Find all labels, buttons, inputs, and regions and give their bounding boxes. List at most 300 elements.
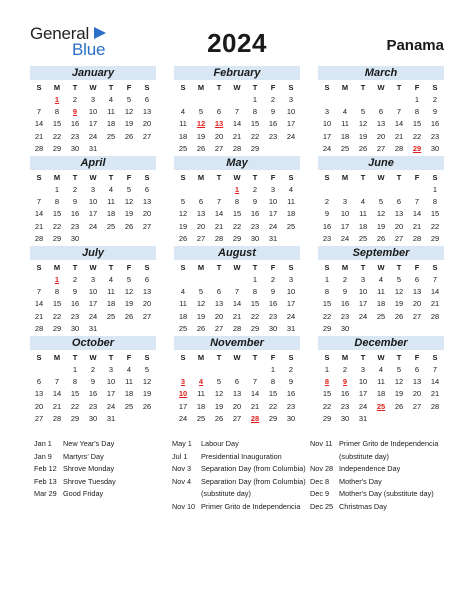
week-row <box>30 106 156 118</box>
day-cell: 29 <box>322 413 332 423</box>
day-cell: 7 <box>414 197 420 207</box>
weekday-label: M <box>341 83 349 92</box>
month-july <box>30 246 156 335</box>
day-cell: 1 <box>54 185 60 194</box>
day-cell: 18 <box>340 131 350 141</box>
day-cell: 29 <box>52 143 62 153</box>
day-cell <box>372 323 390 335</box>
holiday-column <box>34 438 116 501</box>
day-cell: 1 <box>432 185 438 194</box>
day-cell: 7 <box>432 365 438 374</box>
day-cell: 31 <box>358 413 368 423</box>
day-cell: 5 <box>396 365 402 374</box>
day-cell: 7 <box>252 377 258 387</box>
day-cell: 21 <box>232 131 242 141</box>
holiday-entry <box>310 463 438 476</box>
weekday-label: T <box>252 83 258 92</box>
day-cell: 5 <box>360 107 366 117</box>
weekday-label: S <box>288 83 294 92</box>
month-header: July <box>30 246 156 260</box>
holiday-entry <box>172 438 306 451</box>
day-cell <box>336 94 354 106</box>
day-cell: 7 <box>36 287 42 297</box>
day-cell: 14 <box>34 119 44 129</box>
day-cell <box>102 233 120 245</box>
weekday-header-row <box>174 82 300 94</box>
day-cell: 30 <box>268 323 278 333</box>
day-cell: 11 <box>377 377 385 387</box>
day-cell: 6 <box>414 365 420 374</box>
weekday-label: W <box>89 173 97 182</box>
day-cell: 23 <box>340 401 350 411</box>
day-cell: 6 <box>378 107 384 117</box>
day-cell: 2 <box>270 95 276 104</box>
day-cell: 9 <box>432 107 438 117</box>
day-cell: 15 <box>430 209 440 219</box>
holiday-day-cell: 4 <box>198 377 204 387</box>
weekday-label: W <box>233 263 241 272</box>
day-cell: 25 <box>124 401 134 411</box>
holiday-date: Dec 9 <box>310 489 330 498</box>
weekday-label: T <box>396 353 402 362</box>
weekday-label: M <box>197 263 205 272</box>
day-cell: 25 <box>340 143 350 153</box>
day-cell: 30 <box>430 143 440 153</box>
day-cell: 14 <box>232 299 242 309</box>
day-cell: 14 <box>232 119 242 129</box>
week-row <box>318 131 444 143</box>
day-cell: 25 <box>106 311 116 321</box>
day-cell: 18 <box>358 221 368 231</box>
day-cell: 13 <box>34 389 44 399</box>
day-cell: 15 <box>322 299 332 309</box>
holiday-column <box>172 438 306 513</box>
month-header: January <box>30 66 156 80</box>
month-header: June <box>318 156 444 170</box>
day-cell: 23 <box>88 401 98 411</box>
day-cell <box>102 323 120 335</box>
weekday-label: T <box>216 263 222 272</box>
day-cell <box>48 364 66 376</box>
holiday-name: Independence Day <box>339 464 401 473</box>
day-cell: 22 <box>412 131 422 141</box>
weekday-label: S <box>324 83 330 92</box>
day-cell: 6 <box>216 107 222 117</box>
day-cell: 29 <box>430 233 440 243</box>
day-cell: 27 <box>196 233 206 243</box>
day-cell: 16 <box>286 389 296 399</box>
day-cell: 22 <box>52 131 62 141</box>
day-cell: 17 <box>178 401 188 411</box>
day-cell: 19 <box>394 299 404 309</box>
day-cell: 25 <box>196 413 206 423</box>
month-header: April <box>30 156 156 170</box>
weekday-label: M <box>341 173 349 182</box>
day-cell <box>120 413 138 425</box>
weekday-header-row <box>30 262 156 274</box>
day-cell: 12 <box>394 377 404 387</box>
weekday-label: S <box>324 353 330 362</box>
day-cell: 29 <box>70 413 80 423</box>
month-february <box>174 66 300 155</box>
day-cell <box>282 143 300 155</box>
day-cell: 23 <box>286 401 296 411</box>
day-cell: 21 <box>52 401 62 411</box>
holiday-date: Nov 10 <box>172 501 196 511</box>
day-cell: 7 <box>432 275 438 284</box>
day-cell: 9 <box>270 287 276 297</box>
weekday-label: T <box>216 83 222 92</box>
weekday-label: T <box>360 263 366 272</box>
day-cell: 5 <box>126 185 132 194</box>
day-cell: 15 <box>232 209 242 219</box>
day-cell: 3 <box>288 95 294 104</box>
day-cell: 14 <box>430 377 440 387</box>
weekday-label: T <box>396 263 402 272</box>
day-cell: 5 <box>126 95 132 104</box>
brand-line2: Blue <box>72 40 106 59</box>
holiday-name: Mother's Day <box>339 476 382 486</box>
day-cell: 18 <box>178 311 188 321</box>
day-cell: 22 <box>52 311 62 321</box>
week-row <box>30 233 156 245</box>
month-april <box>30 156 156 245</box>
day-cell: 26 <box>178 233 188 243</box>
week-row <box>174 323 300 335</box>
day-cell: 5 <box>126 275 132 284</box>
day-cell <box>336 184 354 196</box>
day-cell: 16 <box>340 299 350 309</box>
day-cell: 24 <box>286 131 296 141</box>
weekday-label: F <box>270 263 276 272</box>
weekday-label: T <box>396 83 402 92</box>
day-cell: 10 <box>358 287 368 297</box>
day-cell: 21 <box>430 389 440 399</box>
day-cell: 28 <box>412 233 422 243</box>
day-cell: 2 <box>72 185 78 194</box>
holiday-day-cell: 28 <box>250 413 260 423</box>
day-cell: 3 <box>108 365 114 374</box>
weekday-header-row <box>318 262 444 274</box>
day-cell: 22 <box>70 401 80 411</box>
day-cell: 2 <box>72 275 78 284</box>
holiday-date: Nov 4 <box>172 476 192 486</box>
day-cell: 31 <box>268 233 278 243</box>
holiday-date: Mar 29 <box>34 489 57 498</box>
day-cell: 29 <box>250 323 260 333</box>
day-cell: 21 <box>412 221 422 231</box>
day-cell: 15 <box>268 389 278 399</box>
day-cell: 14 <box>430 287 440 297</box>
holiday-date: Jul 1 <box>172 451 188 461</box>
day-cell: 20 <box>412 299 422 309</box>
day-cell: 22 <box>250 311 260 321</box>
day-cell: 16 <box>250 209 260 219</box>
day-cell <box>390 323 408 335</box>
day-cell: 19 <box>124 119 134 129</box>
day-cell: 29 <box>322 323 332 333</box>
day-cell: 28 <box>232 323 242 333</box>
weekday-header-row <box>174 172 300 184</box>
day-cell: 10 <box>322 119 332 129</box>
week-row <box>30 143 156 155</box>
day-cell: 17 <box>88 119 98 129</box>
weekday-label: W <box>89 263 97 272</box>
country-name: Panama <box>386 37 444 54</box>
day-cell: 27 <box>142 221 152 231</box>
day-cell: 3 <box>288 275 294 284</box>
day-cell <box>390 184 408 196</box>
day-cell: 30 <box>70 143 80 153</box>
day-cell: 31 <box>286 323 296 333</box>
day-cell <box>138 143 156 155</box>
day-cell: 18 <box>376 389 386 399</box>
month-may <box>174 156 300 245</box>
day-cell <box>192 364 210 376</box>
holiday-entry <box>172 451 306 464</box>
day-cell: 16 <box>322 221 332 231</box>
weekday-label: T <box>108 83 114 92</box>
day-cell <box>174 274 192 286</box>
holiday-name: Presidential Inauguration <box>201 451 282 461</box>
week-row <box>174 196 300 208</box>
day-cell: 13 <box>214 299 224 309</box>
week-row <box>30 364 156 376</box>
day-cell: 27 <box>142 131 152 141</box>
month-header: November <box>174 336 300 350</box>
day-cell: 7 <box>54 377 60 387</box>
weekday-header-row <box>30 172 156 184</box>
day-cell: 7 <box>234 107 240 117</box>
day-cell: 22 <box>322 311 332 321</box>
day-cell: 4 <box>108 95 114 104</box>
holiday-day-cell: 3 <box>180 377 186 387</box>
day-cell: 19 <box>376 221 386 231</box>
day-cell: 30 <box>70 323 80 333</box>
week-row <box>318 388 444 400</box>
day-cell <box>192 184 210 196</box>
day-cell: 11 <box>107 197 115 207</box>
day-cell <box>120 233 138 245</box>
week-row <box>174 401 300 413</box>
day-cell: 6 <box>396 197 402 207</box>
day-cell: 1 <box>270 365 276 374</box>
holiday-entry <box>310 438 438 451</box>
day-cell: 2 <box>252 185 258 194</box>
day-cell: 4 <box>360 197 366 207</box>
weekday-label: W <box>377 353 385 362</box>
day-cell: 15 <box>412 119 422 129</box>
day-cell: 11 <box>179 299 187 309</box>
day-cell: 9 <box>72 287 78 297</box>
day-cell: 13 <box>376 119 386 129</box>
day-cell: 15 <box>70 389 80 399</box>
week-row <box>318 311 444 323</box>
day-cell: 3 <box>324 107 330 117</box>
holiday-name: Shrove Monday <box>63 464 115 473</box>
day-cell: 26 <box>124 221 134 231</box>
month-september <box>318 246 444 335</box>
day-cell: 6 <box>144 95 150 104</box>
day-cell: 29 <box>52 323 62 333</box>
day-cell: 4 <box>108 275 114 284</box>
day-cell <box>210 184 228 196</box>
holiday-name: (substitute day) <box>339 451 389 461</box>
day-cell <box>210 94 228 106</box>
day-cell: 16 <box>88 389 98 399</box>
day-cell: 21 <box>394 131 404 141</box>
day-cell: 19 <box>214 401 224 411</box>
holiday-date: Dec 8 <box>310 476 330 486</box>
day-cell <box>138 413 156 425</box>
day-cell: 23 <box>70 221 80 231</box>
weekday-label: M <box>53 173 61 182</box>
day-cell: 10 <box>286 107 296 117</box>
day-cell <box>30 184 48 196</box>
week-row <box>174 298 300 310</box>
day-cell: 3 <box>342 197 348 207</box>
day-cell <box>120 323 138 335</box>
week-row <box>318 413 444 425</box>
day-cell: 30 <box>340 323 350 333</box>
day-cell: 11 <box>107 287 115 297</box>
weekday-label: T <box>360 353 366 362</box>
calendar-year: 2024 <box>207 28 267 58</box>
day-cell: 17 <box>106 389 116 399</box>
day-cell: 28 <box>34 323 44 333</box>
weekday-label: S <box>432 173 438 182</box>
weekday-label: T <box>360 83 366 92</box>
weekday-header-row <box>174 262 300 274</box>
day-cell: 27 <box>214 143 224 153</box>
week-row <box>318 364 444 376</box>
day-cell: 18 <box>286 209 296 219</box>
day-cell <box>426 413 444 425</box>
weekday-label: S <box>432 263 438 272</box>
day-cell: 3 <box>90 275 96 284</box>
day-cell: 11 <box>107 107 115 117</box>
day-cell: 4 <box>180 287 186 297</box>
day-cell: 10 <box>88 287 98 297</box>
day-cell: 4 <box>342 107 348 117</box>
weekday-label: T <box>108 173 114 182</box>
day-cell: 20 <box>34 401 44 411</box>
weekday-label: T <box>216 173 222 182</box>
day-cell: 27 <box>142 311 152 321</box>
day-cell: 15 <box>52 299 62 309</box>
day-cell: 17 <box>322 131 332 141</box>
day-cell: 14 <box>214 209 224 219</box>
weekday-label: F <box>414 263 420 272</box>
day-cell: 16 <box>70 119 80 129</box>
weekday-label: F <box>126 173 132 182</box>
month-header: September <box>318 246 444 260</box>
day-cell: 24 <box>106 401 116 411</box>
day-cell: 24 <box>88 221 98 231</box>
week-row <box>30 184 156 196</box>
day-cell: 4 <box>108 185 114 194</box>
weekday-label: S <box>144 353 150 362</box>
day-cell: 9 <box>324 209 330 219</box>
day-cell: 19 <box>358 131 368 141</box>
weekday-label: M <box>197 353 205 362</box>
day-cell: 23 <box>430 131 440 141</box>
day-cell <box>192 94 210 106</box>
holiday-name: Labour Day <box>201 439 239 448</box>
month-header: August <box>174 246 300 260</box>
day-cell <box>318 94 336 106</box>
weekday-label: M <box>341 353 349 362</box>
week-row <box>318 106 444 118</box>
day-cell: 17 <box>88 299 98 309</box>
holiday-entry <box>34 463 116 476</box>
holiday-day-cell: 8 <box>324 377 330 387</box>
day-cell: 20 <box>142 119 152 129</box>
weekday-label: F <box>126 263 132 272</box>
day-cell: 11 <box>377 287 385 297</box>
weekday-header-row <box>30 82 156 94</box>
day-cell: 11 <box>341 119 349 129</box>
day-cell: 11 <box>287 197 295 207</box>
day-cell: 29 <box>52 233 62 243</box>
day-cell: 9 <box>342 287 348 297</box>
day-cell: 16 <box>70 299 80 309</box>
weekday-label: S <box>36 353 42 362</box>
day-cell: 16 <box>70 209 80 219</box>
day-cell: 27 <box>376 143 386 153</box>
holiday-entry <box>310 501 438 514</box>
weekday-label: S <box>180 173 186 182</box>
month-header: February <box>174 66 300 80</box>
day-cell: 20 <box>214 131 224 141</box>
day-cell: 6 <box>198 197 204 207</box>
day-cell <box>228 94 246 106</box>
holiday-day-cell: 12 <box>196 119 206 129</box>
day-cell: 29 <box>250 143 260 153</box>
day-cell: 31 <box>88 323 98 333</box>
day-cell <box>30 94 48 106</box>
weekday-label: M <box>53 353 61 362</box>
day-cell: 10 <box>358 377 368 387</box>
weekday-label: F <box>126 353 132 362</box>
week-row <box>174 94 300 106</box>
day-cell: 17 <box>358 299 368 309</box>
day-cell: 1 <box>252 95 258 104</box>
day-cell <box>174 364 192 376</box>
weekday-label: T <box>108 263 114 272</box>
week-row <box>30 131 156 143</box>
weekday-label: M <box>197 83 205 92</box>
weekday-label: W <box>377 83 385 92</box>
weekday-label: S <box>144 263 150 272</box>
day-cell: 15 <box>52 209 62 219</box>
day-cell: 22 <box>52 221 62 231</box>
holiday-name: Shrove Tuesday <box>63 476 116 486</box>
day-cell: 8 <box>72 377 78 387</box>
day-cell: 15 <box>322 389 332 399</box>
weekday-label: T <box>72 353 78 362</box>
day-cell: 25 <box>178 143 188 153</box>
day-cell <box>120 143 138 155</box>
day-cell: 5 <box>378 197 384 207</box>
holiday-date: Nov 28 <box>310 464 334 473</box>
holiday-date: Nov 3 <box>172 464 192 473</box>
month-november <box>174 336 300 425</box>
week-row <box>174 131 300 143</box>
day-cell: 2 <box>432 95 438 104</box>
day-cell: 12 <box>196 299 206 309</box>
day-cell: 14 <box>34 209 44 219</box>
